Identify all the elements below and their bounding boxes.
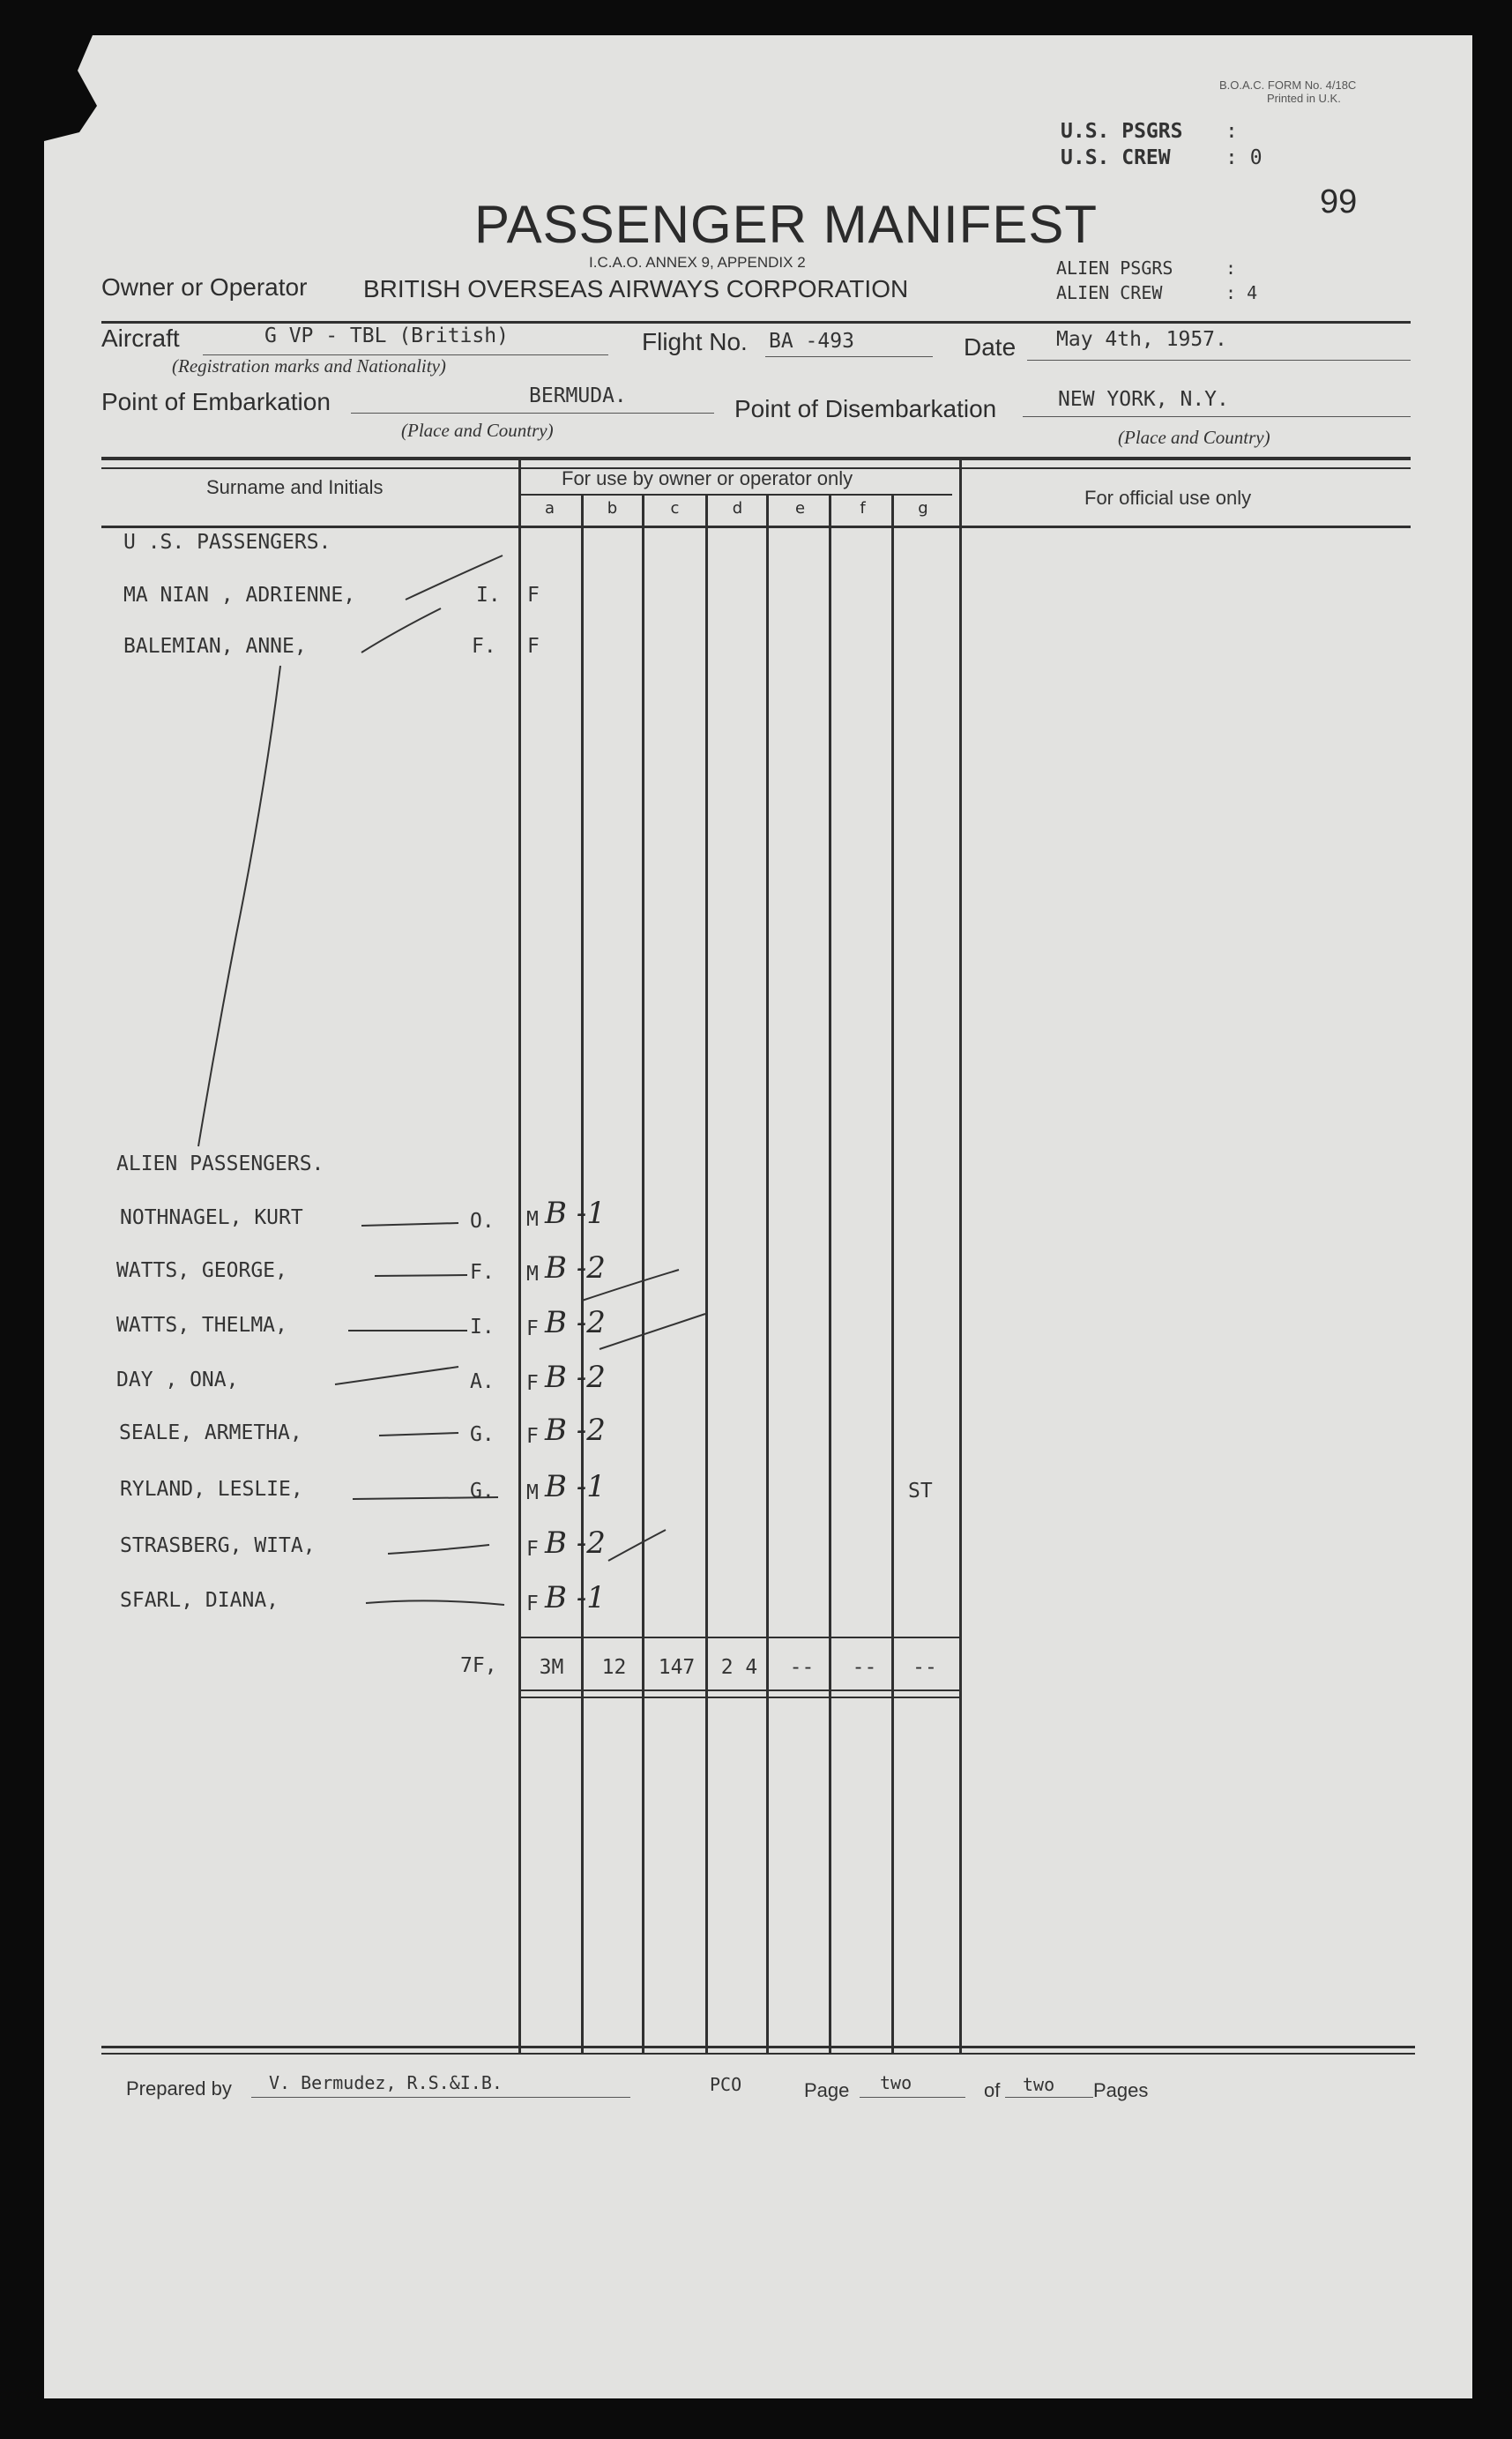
alien-passenger-code: B -2 (545, 1250, 606, 1286)
col-f: f (860, 499, 866, 518)
disembark-value: NEW YORK, N.Y. (1058, 388, 1229, 411)
total-g: -- (912, 1656, 937, 1679)
manifest-subtitle: I.C.A.O. ANNEX 9, APPENDIX 2 (589, 254, 806, 271)
alien-passenger-sex: M (526, 1263, 539, 1286)
alien-passenger-name: SEALE, ARMETHA, (119, 1421, 302, 1444)
alien-passenger-sex: F (526, 1425, 539, 1448)
col-g: g (918, 499, 928, 518)
us-crew-label: U.S. CREW (1061, 146, 1171, 169)
alien-passenger-code: B -1 (545, 1196, 606, 1231)
alien-passenger-sex: F (526, 1317, 539, 1340)
alien-psgrs-value: : (1225, 257, 1237, 279)
alien-passenger-name: NOTHNAGEL, KURT (120, 1206, 303, 1229)
alien-passenger-initial: G. (470, 1423, 495, 1446)
disembark-label: Point of Disembarkation (734, 395, 997, 422)
us-passenger-sex: F (527, 584, 540, 607)
alien-passenger-code: B -2 (545, 1305, 606, 1340)
total-b: 12 (601, 1656, 627, 1679)
header-surname: Surname and Initials (206, 476, 384, 498)
total-a: 3M (539, 1656, 564, 1679)
us-crew-value: : 0 (1225, 146, 1262, 169)
alien-passenger-name: RYLAND, LESLIE, (120, 1478, 303, 1501)
alien-passenger-initial: I. (470, 1316, 495, 1339)
embark-value: BERMUDA. (529, 384, 627, 407)
alien-passenger-sex: F (526, 1372, 539, 1395)
alien-section-heading: ALIEN PASSENGERS. (116, 1152, 324, 1175)
alien-passenger-initial: F. (470, 1261, 495, 1284)
page-value: two (880, 2072, 912, 2093)
alien-passenger-code: B -1 (545, 1580, 606, 1615)
alien-passenger-sex: F (526, 1538, 539, 1561)
alien-passenger-initial: G. (470, 1480, 495, 1503)
alien-passenger-code: B -2 (545, 1525, 606, 1561)
alien-passenger-code: B -1 (545, 1469, 606, 1504)
alien-passenger-name: WATTS, GEORGE, (116, 1259, 287, 1282)
pages-label: Pages (1093, 2079, 1149, 2101)
prepared-label: Prepared by (126, 2077, 232, 2100)
total-c: 147 (658, 1656, 696, 1679)
alien-passenger-name: STRASBERG, WITA, (120, 1534, 316, 1557)
alien-passenger-name: WATTS, THELMA, (116, 1314, 287, 1337)
header-owner-use: For use by owner or operator only (562, 467, 853, 489)
alien-passenger-name: SFARL, DIANA, (120, 1589, 279, 1612)
header-official: For official use only (1084, 487, 1252, 509)
alien-crew-value: : 4 (1225, 282, 1258, 303)
col-b: b (607, 499, 618, 518)
us-passenger-sex: F (527, 635, 540, 658)
totals-row (520, 1656, 957, 1679)
col-a: a (544, 499, 555, 518)
date-label: Date (964, 333, 1017, 361)
page-label: Page (804, 2079, 850, 2101)
owner-value: BRITISH OVERSEAS AIRWAYS CORPORATION (363, 275, 909, 302)
owner-label: Owner or Operator (101, 273, 308, 301)
us-passenger-initial: I. (476, 584, 501, 607)
alien-crew-label: ALIEN CREW (1056, 282, 1163, 303)
us-passenger-name: BALEMIAN, ANNE, (123, 635, 307, 658)
date-value: May 4th, 1957. (1056, 328, 1227, 351)
total-f: -- (852, 1656, 877, 1679)
col-c: c (670, 499, 680, 518)
total-e: -- (789, 1656, 815, 1679)
flight-value: BA -493 (769, 330, 854, 353)
manifest-title: PASSENGER MANIFEST (474, 195, 1099, 254)
of-value: two (1023, 2074, 1055, 2095)
page-stamp: 99 (1320, 183, 1358, 220)
prepared-value: V. Bermudez, R.S.&I.B. (269, 2072, 503, 2093)
aircraft-note: (Registration marks and Nationality) (172, 355, 446, 377)
col-e: e (794, 499, 806, 518)
pco-label: PCO (710, 2074, 742, 2095)
aircraft-label: Aircraft (101, 324, 180, 352)
alien-psgrs-label: ALIEN PSGRS (1056, 257, 1173, 279)
flight-label: Flight No. (642, 328, 748, 355)
alien-passenger-code: B -2 (545, 1413, 606, 1448)
form-code: B.O.A.C. FORM No. 4/18C (1219, 78, 1357, 92)
printed-in: Printed in U.K. (1267, 92, 1341, 105)
embark-label: Point of Embarkation (101, 388, 331, 415)
alien-passenger-initial: O. (470, 1210, 495, 1233)
alien-passenger-initial: A. (470, 1370, 495, 1393)
col-d: d (732, 499, 743, 518)
alien-passenger-sex: M (526, 1208, 539, 1231)
alien-passenger-name: DAY , ONA, (116, 1369, 239, 1391)
totals-label: 7F, (460, 1654, 497, 1677)
alien-passenger-code: B -2 (545, 1360, 606, 1395)
alien-passenger-g: ST (908, 1480, 933, 1503)
of-label: of (984, 2079, 1001, 2101)
us-section-heading: U .S. PASSENGERS. (123, 531, 331, 554)
us-passenger-initial: F. (472, 635, 496, 658)
us-psgrs-value: : (1225, 120, 1238, 143)
total-d: 2 4 (720, 1656, 758, 1679)
us-psgrs-label: U.S. PSGRS (1061, 120, 1183, 143)
alien-passenger-sex: M (526, 1481, 539, 1504)
aircraft-value: G VP - TBL (British) (264, 324, 509, 347)
disembark-note: (Place and Country) (1118, 427, 1270, 448)
alien-passenger-sex: F (526, 1592, 539, 1615)
us-passenger-name: MA NIAN , ADRIENNE, (123, 584, 356, 607)
embark-note: (Place and Country) (401, 420, 554, 441)
